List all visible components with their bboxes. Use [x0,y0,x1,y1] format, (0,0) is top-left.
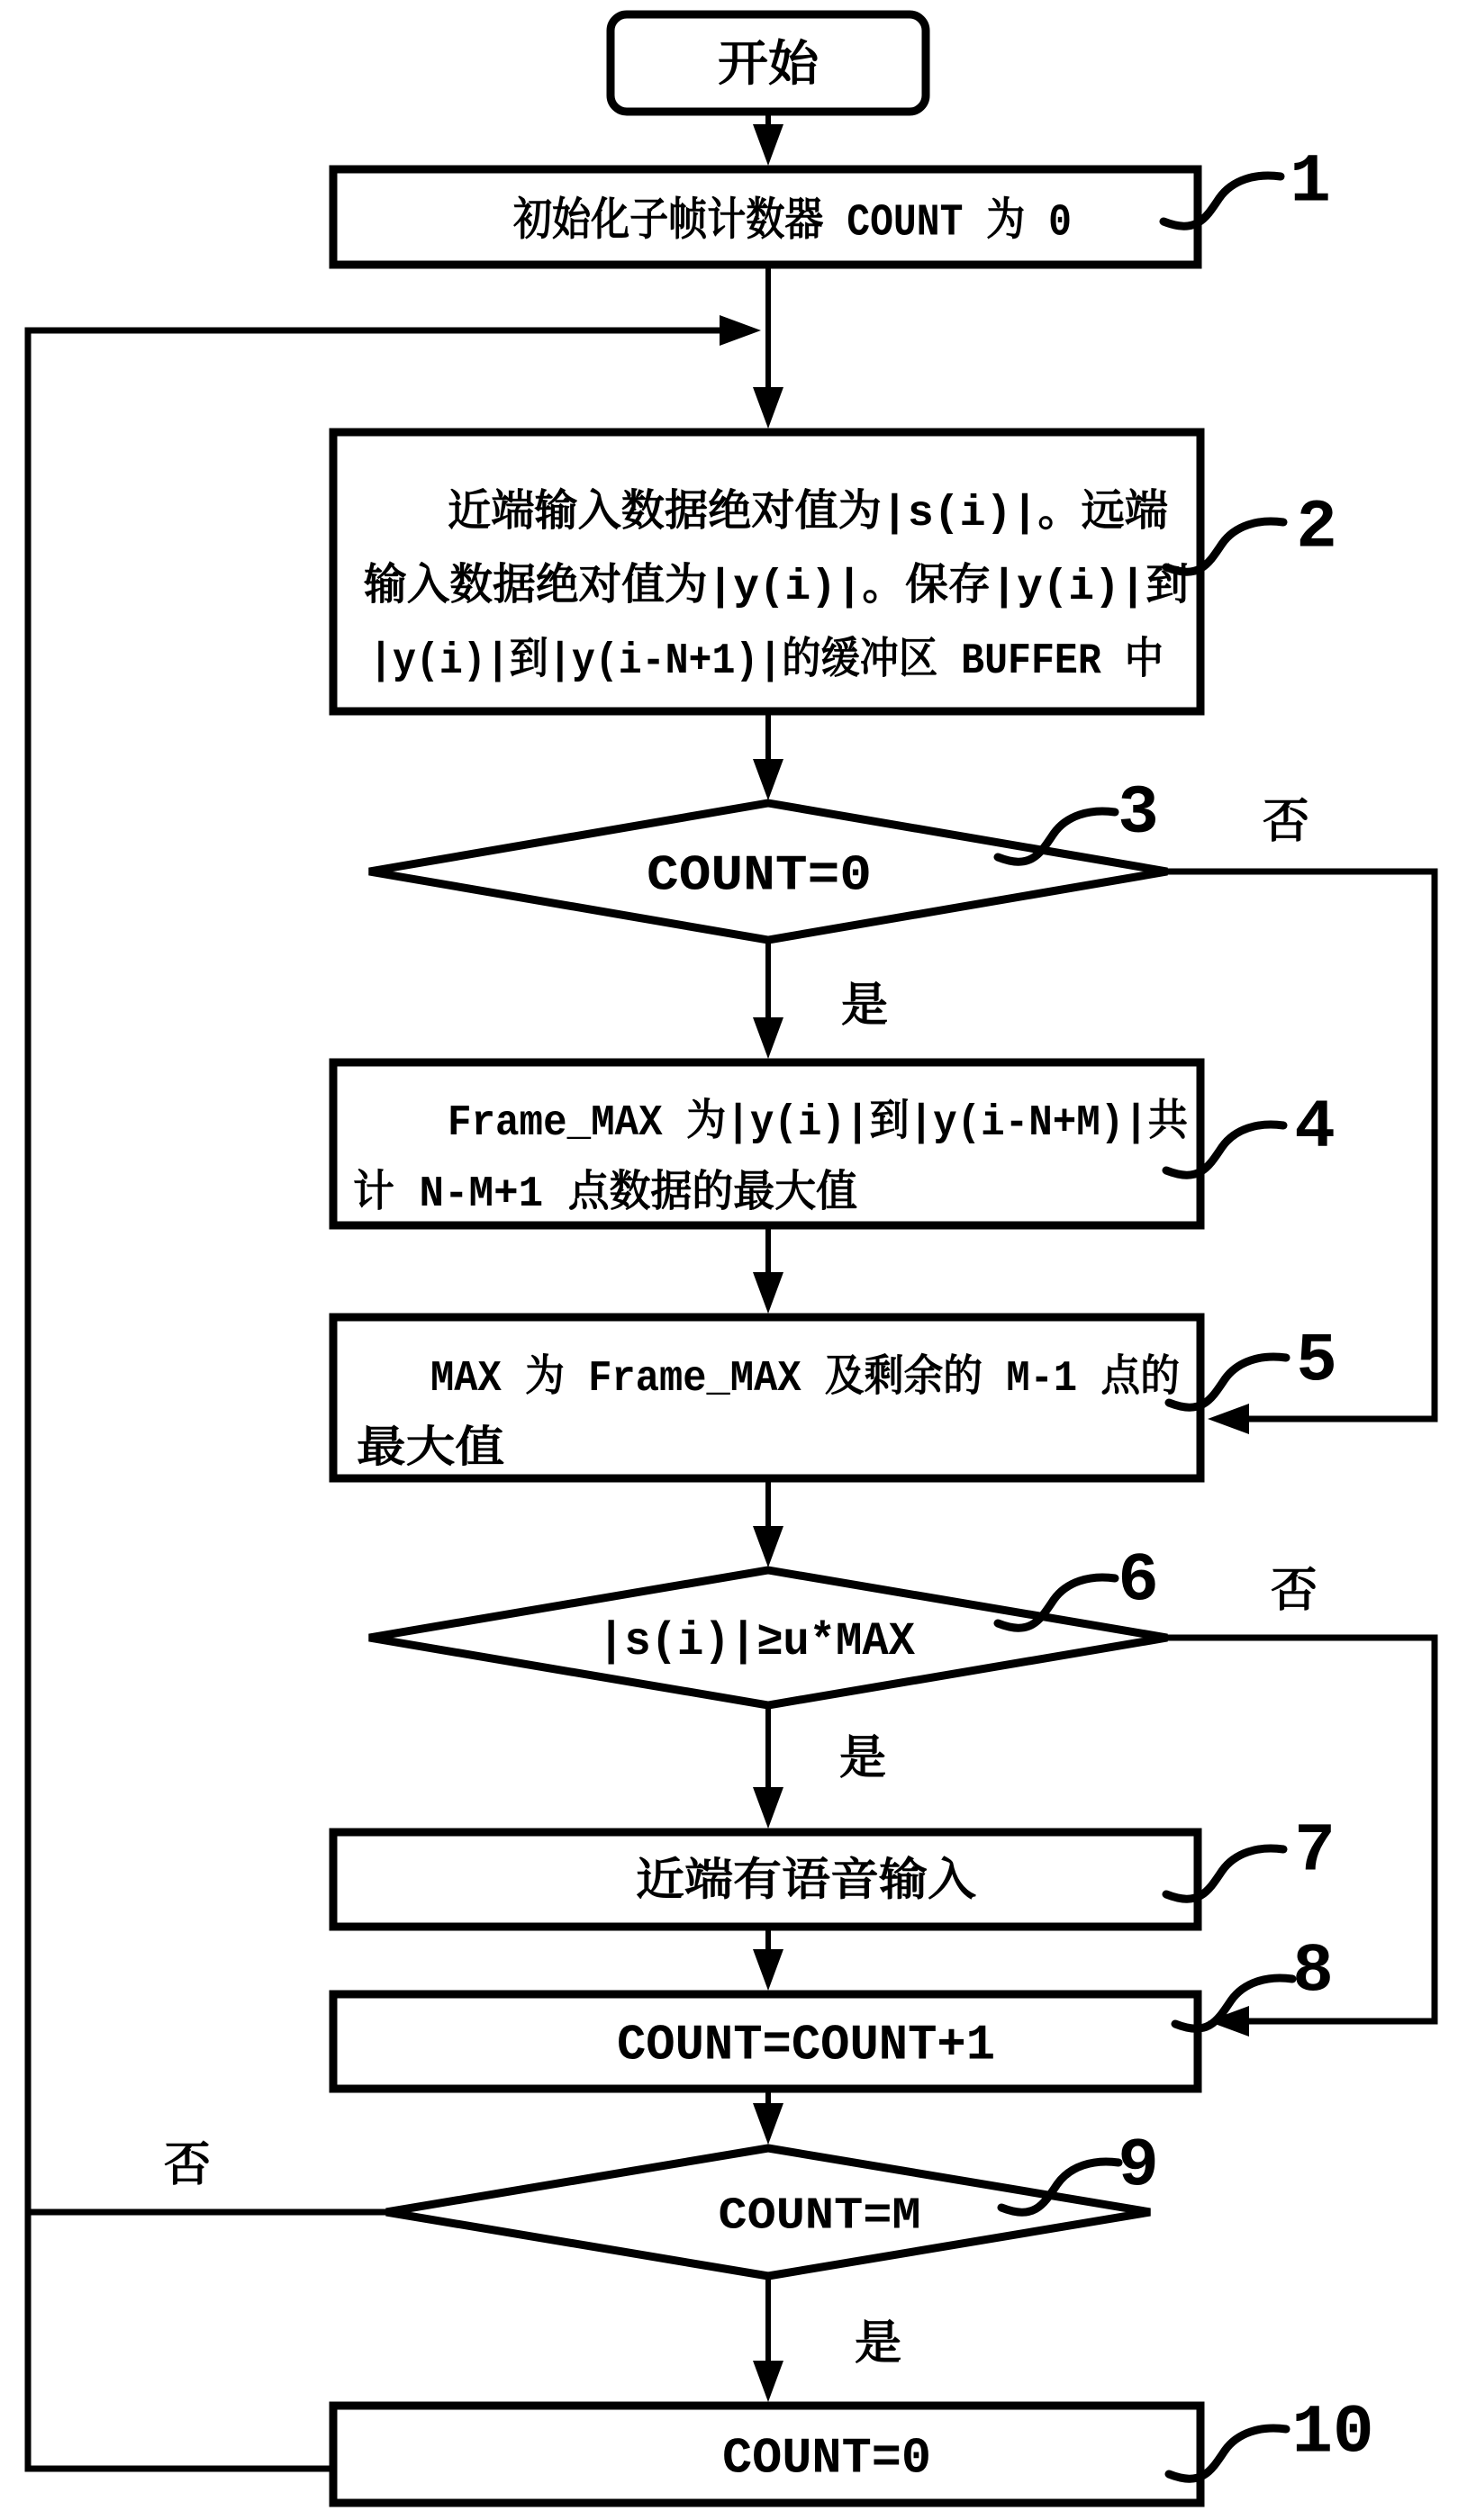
step-10-reset-count-text-0: COUNT=0 [722,2429,931,2488]
node-decision-3-count-eq-0 [369,803,1167,940]
ref-9-numeral: 9 [1118,2127,1159,2206]
step-5-max-text-1: 最大值 [357,1425,487,1475]
3-no-to-5-arrowhead [1208,1404,1249,1434]
3-no-to-5-branch-label: 否 [1262,799,1310,853]
step-2-read-input-text-2: |y(i)|到|y(i-N+1)|的缓冲区 BUFFER 中 [369,637,1252,686]
node-step-10-reset-count [333,2406,1200,2503]
ref-7-numeral: 7 [1294,1812,1336,1891]
5-to-6-arrowhead [753,1526,783,1567]
edge-9-yes-to-10 [753,2276,901,2402]
4-to-5-arrowhead [753,1272,783,1314]
decision-6-threshold-text-0: |s(i)|≥u*MAX [598,1615,916,1669]
1-to-2-arrowhead [753,387,783,429]
6-yes-to-7-branch-label: 是 [838,1735,887,1789]
9-no-to-rail-branch-label: 否 [163,2142,212,2196]
ref-5-numeral: 5 [1296,1323,1337,1401]
step-1-init-counter-text-0: 初始化子帧计数器 COUNT 为 0 [513,197,1163,249]
edge-start-to-1 [753,112,783,166]
step-5-max-text-0: MAX 为 Frame_MAX 及剩余的 M-1 点的 [430,1354,1253,1404]
3-yes-to-4-branch-label: 是 [840,982,889,1036]
ref-10-numeral: 10 [1291,2394,1374,2472]
edge-9-no-to-rail [30,2140,386,2212]
node-start [611,14,926,112]
decision-9-count-eq-m-text-0: COUNT=M [718,2190,921,2243]
edge-8-to-9 [753,2089,783,2145]
6-no-to-8-branch-label: 否 [1270,1567,1318,1621]
ref-4-numeral: 4 [1294,1088,1336,1167]
7-to-8-arrowhead [753,1949,783,1991]
start-to-1-arrowhead [753,124,783,166]
node-step-1-init-counter [333,169,1198,265]
9-yes-to-10-branch-label: 是 [854,2320,902,2374]
6-yes-to-7-arrowhead [753,1787,783,1829]
edge-2-to-3 [753,711,783,800]
edge-3-yes-to-4 [753,940,888,1059]
ref-3-numeral: 3 [1118,774,1159,853]
9-yes-to-10-arrowhead [753,2361,783,2402]
step-4-frame-max-text-1: 计 N-M+1 点数据的最大值 [353,1170,881,1219]
step-2-read-input-text-1: 输入数据绝对值为|y(i)|。保存|y(i)|到 [364,563,1194,612]
edge-7-to-8 [753,1927,783,1991]
step-7-near-end-speech-text-0: 近端有语音输入 [636,1857,951,1910]
start-text-0: 开始 [718,40,815,95]
step-8-increment-count-text-0: COUNT=COUNT+1 [617,2016,995,2074]
node-step-4-frame-max [333,1062,1252,1225]
node-step-5-max [333,1317,1253,1478]
node-step-2-read-input [333,432,1252,711]
ref-6-numeral: 6 [1118,1542,1159,1621]
decision-3-count-eq-0-text-0: COUNT=0 [647,846,872,905]
step-2-read-input-text-0: 近端输入数据绝对值为|s(i)|。远端 [448,489,1165,538]
ref-1-numeral: 1 [1290,143,1331,221]
ref-2-numeral: 2 [1296,489,1337,567]
edge-1-to-2 [753,265,783,429]
edge-6-yes-to-7 [753,1705,886,1829]
ref-8-numeral: 8 [1292,1933,1334,2011]
edge-4-to-5 [753,1225,783,1314]
2-to-3-arrowhead [753,759,783,800]
node-step-8-increment-count [333,1994,1198,2089]
10-loop-return-arrowhead [720,315,761,346]
8-to-9-arrowhead [753,2103,783,2145]
step-4-frame-max-text-0: Frame_MAX 为|y(i)|到|y(i-N+M)|共 [448,1098,1252,1148]
3-yes-to-4-arrowhead [753,1017,783,1059]
edge-5-to-6 [753,1478,783,1567]
node-decision-6-threshold [369,1570,1167,1705]
node-step-7-near-end-speech [333,1832,1198,1927]
